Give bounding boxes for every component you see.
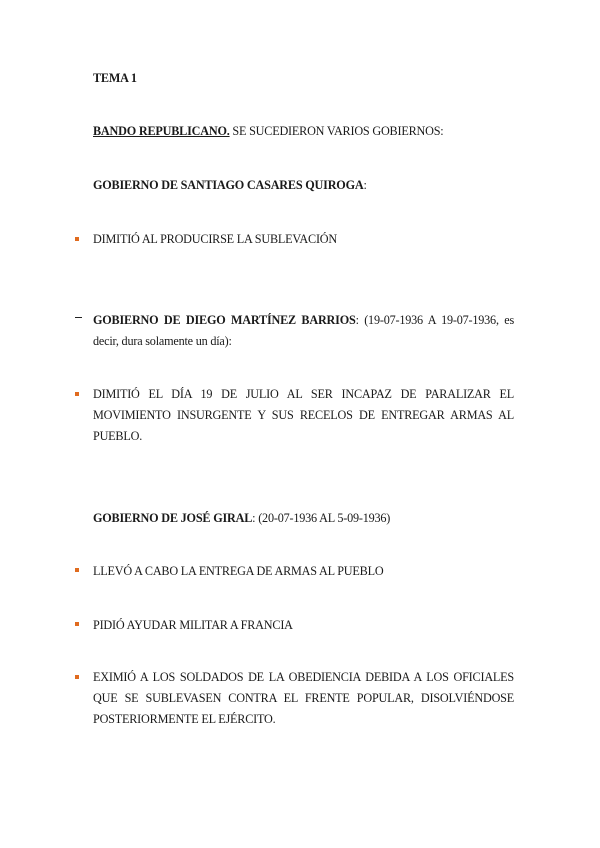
bullet-icon <box>75 392 79 396</box>
list-item: LLEVÓ A CABO LA ENTREGA DE ARMAS AL PUEBLO <box>93 564 384 578</box>
gobierno-giral-suffix: : (20-07-1936 AL 5-09-1936) <box>252 511 391 525</box>
gobierno-casares-suffix: : <box>363 178 367 192</box>
gobierno-martinez-suffix: : (19-07-1936 A 19-07-1936, es decir, dura solamente un día): <box>93 313 514 348</box>
gobierno-casares-title: GOBIERNO DE SANTIAGO CASARES QUIROGA <box>93 178 364 192</box>
bando-paragraph <box>93 121 514 142</box>
list-item: EXIMIÓ A LOS SOLDADOS DE LA OBEDIENCIA DEBIDA A LOS OFICIALES QUE SE SUBLEVASEN CONTRA EL FRENTE POPULAR, DISOLVIÉNDOSE POSTERIORMENTE EL EJÉRCITO. <box>93 670 514 726</box>
list-item: DIMITIÓ AL PRODUCIRSE LA SUBLEVACIÓN <box>93 232 338 246</box>
gobierno-martinez-title: GOBIERNO DE DIEGO MARTÍNEZ BARRIOS <box>93 313 356 327</box>
list-item: PIDIÓ AYUDAR MILITAR A FRANCIA <box>93 618 293 632</box>
dash-icon <box>75 317 82 318</box>
bando-text: SE SUCEDIERON VARIOS GOBIERNOS: <box>229 124 444 138</box>
tema-heading: TEMA 1 <box>93 71 137 85</box>
bullet-icon <box>75 675 79 679</box>
gobierno-giral-title: GOBIERNO DE JOSÉ GIRAL <box>93 511 253 525</box>
gobierno-giral-heading <box>93 508 514 529</box>
list-item: DIMITIÓ EL DÍA 19 DE JULIO AL SER INCAPAZ DE PARALIZAR EL MOVIMIENTO INSURGENTE Y SUS RECELOS DE ENTREGAR ARMAS AL PUEBLO. <box>93 387 514 443</box>
gobierno-martinez-heading <box>93 310 514 352</box>
bullet-icon <box>75 622 79 626</box>
bullet-icon <box>75 237 79 241</box>
gobierno-casares-heading <box>93 175 514 196</box>
bullet-icon <box>75 568 79 572</box>
bando-label: BANDO REPUBLICANO. <box>93 124 230 138</box>
